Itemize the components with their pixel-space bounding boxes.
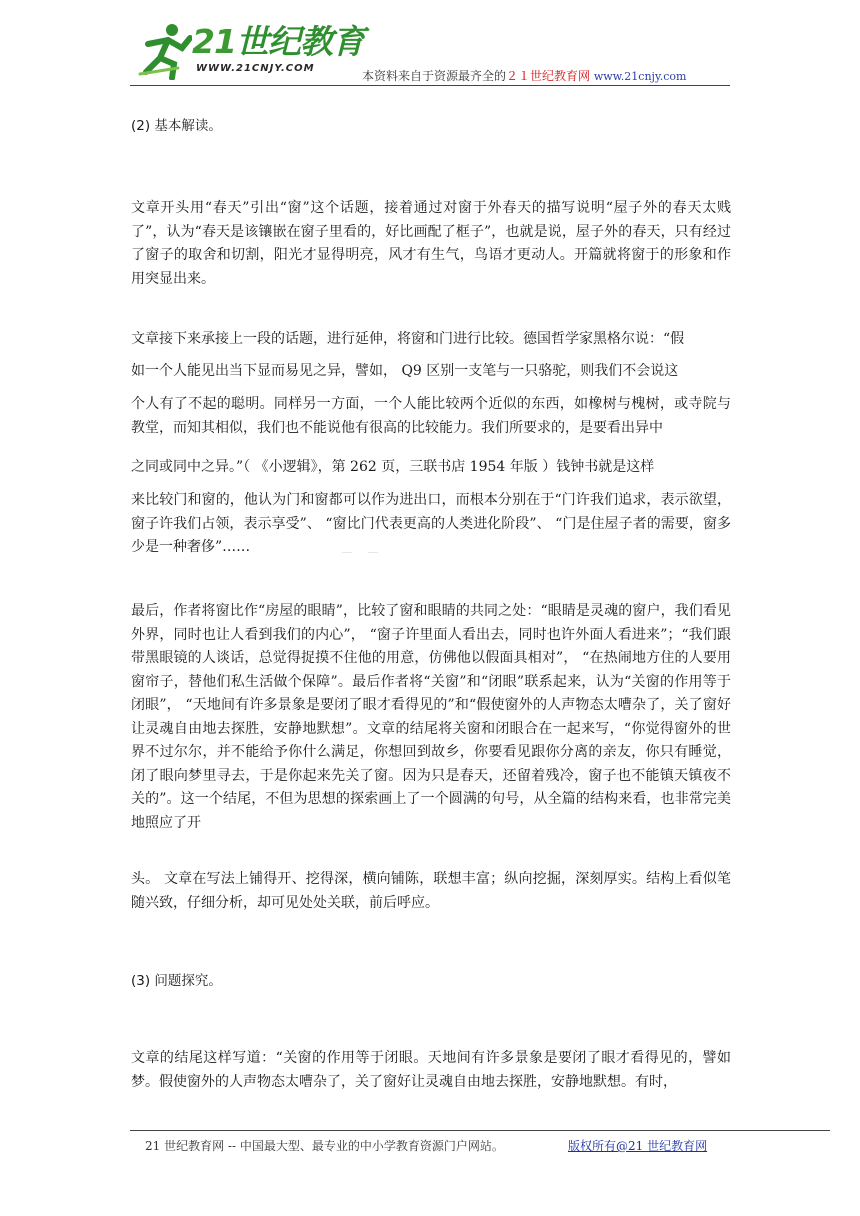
paragraph-opening: 文章开头用“春天”引出“窗”这个话题，接着通过对窗于外春天的描写说明“屋子外的春天太贱了”，认为“春天是该镶嵌在窗子里看的，好比画配了框子”，也就是说，屋子外的春天，只有经过了窗子的取舍和切割，阳光才显得明亮，风才有生气，鸟语才更动人。开篇就将窗于的形象和作用突显出来。 — [131, 200, 731, 287]
faint-divider — [342, 552, 352, 553]
paragraph-door-window-line-5: 来比较门和窗的，他认为门和窗都可以作为进出口，而根本分别在于“门许我们追求，表示欲望，窗子许我们占领，表示享受”、 “窗比门代表更高的人类进化阶段”、 “门是住屋子者的需要，窗多少是一种奢侈”…… — [131, 492, 731, 555]
footer-text: 21 世纪教育网 -- 中国最大型、最专业的中小学教育资源门户网站。 — [145, 1139, 504, 1153]
header-divider — [130, 85, 730, 86]
copyright-link[interactable]: 版权所有@21 世纪教育网 — [568, 1139, 708, 1153]
logo-wordmark: 21世纪教育 — [192, 22, 364, 61]
runner-logo-icon — [138, 22, 192, 80]
paragraph-door-window-line-2: 如一个人能见出当下显而易见之异，譬如， Q9 区别一支笔与一只骆驼，则我们不会说这 — [131, 363, 679, 379]
section-heading-2: (2) 基本解读。 — [131, 118, 222, 134]
logo-url: WWW.21CNJY.COM — [196, 63, 315, 74]
paragraph-ending: 文章的结尾这样写道：“关窗的作用等于闭眼。天地间有许多景象是要闭了眼才看得见的，譬如梦。假使窗外的人声物态太嘈杂了，关了窗好让灵魂自由地去探胜，安静地默想。有时， — [131, 1050, 731, 1090]
header-note: 本资料来自于资源最齐全的２１世纪教育网 www.21cnjy.com — [362, 69, 687, 83]
page-header — [0, 0, 860, 90]
paragraph-eyes: 最后，作者将窗比作“房屋的眼睛”，比较了窗和眼睛的共同之处：“眼睛是灵魂的窗户，我们看见外界，同时也让人看到我们的内心”， “窗子许里面人看出去，同时也许外面人看进来”；“我们跟带黑眼镜的人谈话，总觉得捉摸不住他的用意，仿佛他以假面具相对”， “在热闹地方住的人要用窗帘子，替他们私生活做个保障”。最后作者将“关窗”和“闭眼”联系起来，认为“关窗的作用等于闭眼”， “天地间有许多景象是要闭了眼才看得见的”和“假使窗外的人声物态太嘈杂了，关了窗好让灵魂自由地去探胜，安静地默想”。文章的结尾将关窗和闭眼合在一起来写，“你觉得窗外的世界不过尔尔，并不能给予你什么满足，你想回到故乡，你要看见跟你分离的亲友，你只有睡觉，闭了眼向梦里寻去，于是你起来先关了窗。因为只是春天，还留着残冷，窗子也不能镇天镇夜不关的”。这一个结尾，不但为思想的探索画上了一个圆满的句号，从全篇的结构来看，也非常完美地照应了开 — [131, 603, 731, 831]
paragraph-door-window-line-3: 个人有了不起的聪明。同样另一方面，一个人能比较两个近似的东西，如橡树与槐树，或寺院与教堂，而知其相似，我们也不能说他有很高的比较能力。我们所要求的，是要看出异中 — [131, 396, 731, 436]
page-footer — [145, 1137, 708, 1154]
header-brand: ２１世纪教育网 — [506, 69, 591, 83]
footer-divider — [130, 1130, 830, 1131]
faint-divider — [368, 552, 378, 553]
site-logo[interactable] — [138, 20, 364, 84]
paragraph-door-window-line-1: 文章接下来承接上一段的话题，进行延伸，将窗和门进行比较。德国哲学家黑格尔说：“假 — [131, 331, 685, 347]
paragraph-style: 头。 文章在写法上铺得开、挖得深，横向铺陈，联想丰富；纵向挖掘，深刻厚实。结构上看似笔随兴致，仔细分析，却可见处处关联，前后呼应。 — [131, 871, 731, 911]
header-url[interactable]: www.21cnjy.com — [593, 70, 687, 83]
paragraph-door-window-line-4: 之同或同中之异。”（ 《小逻辑》，第 262 页，三联书店 1954 年版 ）钱钟书就是这样 — [131, 459, 655, 475]
section-heading-3: (3) 问题探究。 — [131, 973, 222, 989]
